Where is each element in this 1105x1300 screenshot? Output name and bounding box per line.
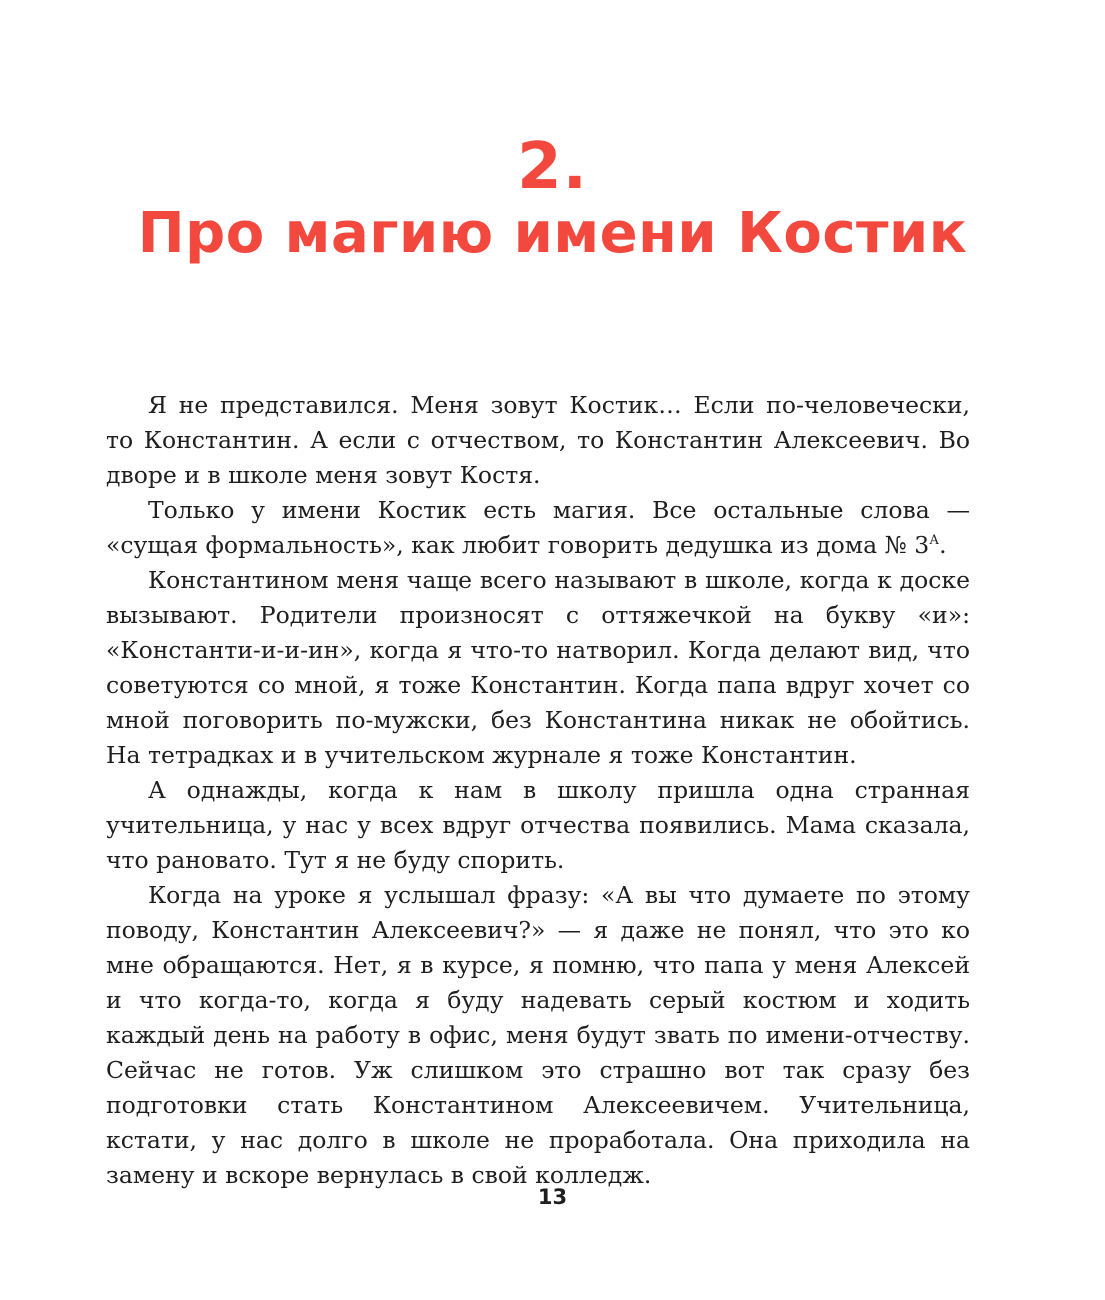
page-number: 13 [537,1185,568,1209]
chapter-title: Про магию имени Костик [137,201,968,266]
paragraph-2-period: . [939,531,947,559]
paragraph-4: А однажды, когда к нам в школу пришла одна странная учительница, у нас у всех вдруг отчества появились. Мама сказала, что рановато. Тут я не буду спорить. [106,776,970,874]
chapter-body [106,388,970,1193]
chapter-number: 2. [517,130,588,204]
paragraph-1: Я не представился. Меня зовут Костик… Если по-человечески, то Константин. А если с отчеством, то Константин Алексеевич. Во дворе и в школе меня зовут Костя. [106,391,970,489]
paragraph-2-text: Только у имени Костик есть магия. Все остальные слова — «сущая формальность», как любит говорить дедушка из дома № 3 [106,496,970,559]
paragraph-2 [106,493,970,563]
paragraph-5: Когда на уроке я услышал фразу: «А вы что думаете по этому поводу, Константин Алексеевич?» — я даже не понял, что это ко мне обращаются. Нет, я в курсе, я помню, что папа у меня Алексей и что когда-то, когда я буду надевать серый костюм и ходить каждый день на работу в офис, меня будут звать по имени-отчеству. Сейчас не готов. Уж слишком это страшно вот так сразу без подготовки стать Константином Алексеевичем. Учительница, кстати, у нас долго в школе не проработала. Она приходила на замену и вскоре вернулась в свой колледж. [106,881,970,1189]
paragraph-3: Константином меня чаще всего называют в школе, когда к доске вызывают. Родители произносят с оттяжечкой на букву «и»: «Константи-и-и-ин», когда я что-то натворил. Когда делают вид, что советуются со мной, я тоже Константин. Когда папа вдруг хочет со мной поговорить по-мужски, без Константина никак не обойтись. На тетрадках и в учительском журнале я тоже Константин. [106,566,970,769]
house-superscript: А [929,533,940,548]
